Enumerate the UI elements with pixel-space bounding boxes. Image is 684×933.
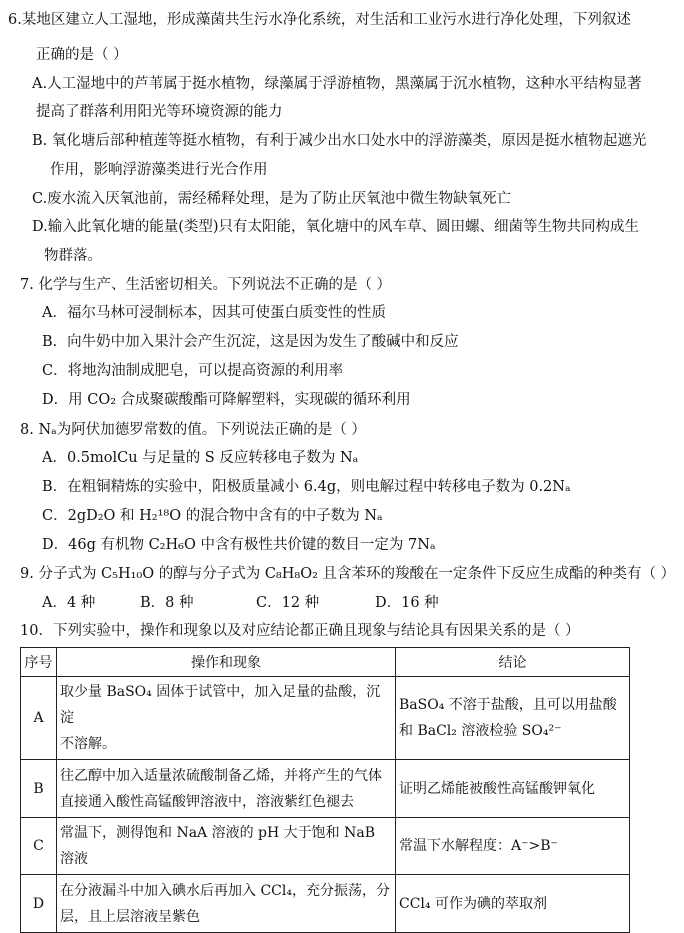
q7-stem: 7. 化学与生产、生活密切相关。下列说法不正确的是（ ） — [20, 277, 392, 293]
row-b-operation — [57, 760, 396, 818]
q9-stem: 9. 分子式为 C₅H₁₀O 的醇与分子式为 C₈H₈O₂ 且含苯环的羧酸在一定条件下反应生成酯的种类有（ ） — [20, 566, 676, 582]
row-a-conclusion-line-1: BaSO₄ 不溶于盐酸，且可以用盐酸 — [399, 697, 617, 713]
table-row-b — [21, 760, 630, 818]
row-b-conclusion: 证明乙烯能被酸性高锰酸钾氧化 — [396, 760, 630, 818]
q8-option-c: C．2gD₂O 和 H₂¹⁸O 的混合物中含有的中子数为 Nₐ — [42, 508, 383, 524]
row-a-operation-line-1: 取少量 BaSO₄ 固体于试管中，加入足量的盐酸，沉淀 — [60, 684, 381, 726]
q6-option-a-line-2: 提高了群落利用阳光等环境资源的能力 — [36, 104, 283, 120]
row-d-operation-line-2: 层，且上层溶液呈紫色 — [60, 908, 200, 925]
header-index: 序号 — [21, 648, 57, 677]
row-c-operation: 常温下，测得饱和 NaA 溶液的 pH 大于饱和 NaB 溶液 — [57, 818, 396, 875]
q8-stem: 8. Nₐ为阿伏加德罗常数的值。下列说法正确的是（ ） — [20, 422, 366, 438]
row-d-id: D — [21, 875, 57, 933]
table-row-d — [21, 875, 630, 933]
row-b-operation-line-2: 直接通入酸性高锰酸钾溶液中，溶液紫红色褪去 — [60, 793, 354, 810]
q9-option-b: B．8 种 — [140, 595, 194, 611]
row-b-id: B — [21, 760, 57, 818]
table-header-row — [21, 648, 630, 677]
row-a-operation — [57, 677, 396, 760]
q7-option-a: A．福尔马林可浸制标本，因其可使蛋白质变性的性质 — [42, 305, 386, 321]
q9-option-c: C．12 种 — [256, 595, 320, 611]
q7-option-c: C．将地沟油制成肥皂，可以提高资源的利用率 — [42, 363, 344, 379]
row-a-id: A — [21, 677, 57, 760]
q9-option-d: D．16 种 — [375, 595, 439, 611]
q6-stem-line-2: 正确的是（ ） — [36, 47, 128, 63]
q8-option-b: B．在粗铜精炼的实验中，阳极质量减小 6.4g，则电解过程中转移电子数为 0.2Nₐ — [42, 479, 571, 495]
q7-option-b: B．向牛奶中加入果汁会产生沉淀，这是因为发生了酸碱中和反应 — [42, 334, 459, 350]
q6-stem-line-1: 6.某地区建立人工湿地，形成藻菌共生污水净化系统，对生活和工业污水进行净化处理，下列叙述 — [8, 12, 631, 28]
q10-stem: 10．下列实验中，操作和现象以及对应结论都正确且现象与结论具有因果关系的是（ ） — [20, 623, 580, 639]
q6-option-d-line-2: 物群落。 — [44, 248, 102, 264]
table-row-c — [21, 818, 630, 875]
q7-option-d: D．用 CO₂ 合成聚碳酸酯可降解塑料，实现碳的循环利用 — [42, 392, 411, 408]
row-c-id: C — [21, 818, 57, 875]
q6-option-d-line-1: D.输入此氧化塘的能量(类型)只有太阳能，氧化塘中的风车草、圆田螺、细菌等生物共同构成生 — [32, 219, 640, 235]
q8-option-a: A．0.5molCu 与足量的 S 反应转移电子数为 Nₐ — [42, 450, 359, 466]
header-conclusion: 结论 — [396, 648, 630, 677]
row-c-conclusion: 常温下水解程度：A⁻>B⁻ — [396, 818, 630, 875]
header-operation: 操作和现象 — [57, 648, 396, 677]
q6-option-c: C.废水流入厌氧池前，需经稀释处理，是为了防止厌氧池中微生物缺氧死亡 — [32, 191, 512, 207]
q9-option-a: A．4 种 — [42, 595, 96, 611]
q6-option-b-line-1: B. 氧化塘后部种植莲等挺水植物，有利于减少出水口处水中的浮游藻类，原因是挺水植物起遮光 — [32, 133, 647, 149]
row-d-operation — [57, 875, 396, 933]
experiment-table — [20, 647, 630, 933]
q8-option-d: D．46g 有机物 C₂H₆O 中含有极性共价键的数目一定为 7Nₐ — [42, 537, 436, 553]
row-d-conclusion: CCl₄ 可作为碘的萃取剂 — [396, 875, 630, 933]
table-row-a — [21, 677, 630, 760]
q6-option-b-line-2: 作用，影响浮游藻类进行光合作用 — [50, 162, 268, 178]
row-a-operation-line-2: 不溶解。 — [60, 736, 116, 752]
q6-option-a-line-1: A.人工湿地中的芦苇属于挺水植物，绿藻属于浮游植物，黑藻属于沉水植物，这种水平结构显著 — [32, 76, 642, 92]
row-b-operation-line-1: 往乙醇中加入适量浓硫酸制备乙烯，并将产生的气体 — [60, 767, 382, 784]
row-d-operation-line-1: 在分液漏斗中加入碘水后再加入 CCl₄，充分振荡，分 — [60, 882, 390, 899]
row-a-conclusion-line-2: 和 BaCl₂ 溶液检验 SO₄²⁻ — [399, 723, 562, 739]
row-a-conclusion — [396, 677, 630, 760]
